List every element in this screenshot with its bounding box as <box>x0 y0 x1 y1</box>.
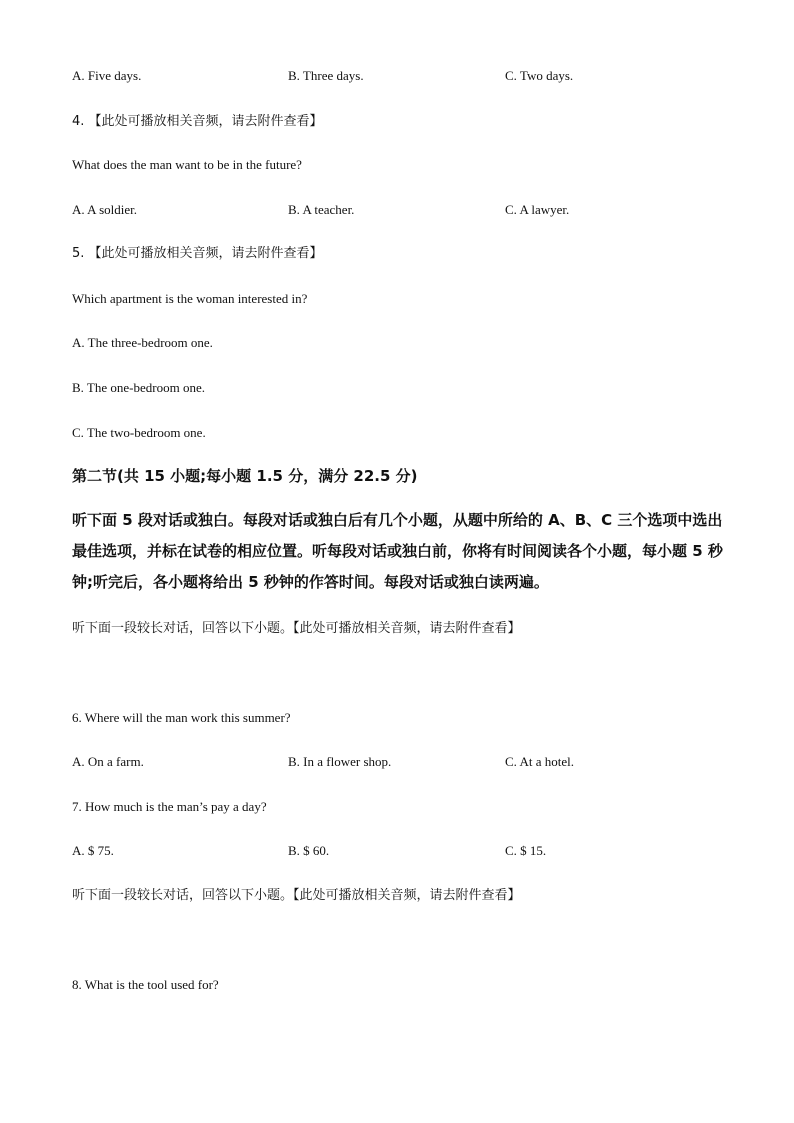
q8-question: 8. What is the tool used for? <box>72 977 219 992</box>
q5-option-a: A. The three-bedroom one. <box>72 335 213 350</box>
q4-option-b: B. A teacher. <box>288 202 355 217</box>
q7-option-a: A. $ 75. <box>72 843 114 858</box>
q5-option-c: C. The two-bedroom one. <box>72 425 206 440</box>
q7-question: 7. How much is the man’s pay a day? <box>72 799 267 814</box>
q6-option-b: B. In a flower shop. <box>288 754 392 769</box>
q6-option-a: A. On a farm. <box>72 754 144 769</box>
section-title: 第二节(共 15 小题;每小题 1.5 分，满分 22.5 分) <box>72 467 418 485</box>
q6-option-c: C. At a hotel. <box>505 754 574 769</box>
q4-question: What does the man want to be in the future? <box>72 157 302 172</box>
q3-option-a: A. Five days. <box>72 68 142 83</box>
q5-option-b: B. The one-bedroom one. <box>72 380 205 395</box>
q5-header: 5. 【此处可播放相关音频，请去附件查看】 <box>72 246 323 261</box>
dialog-intro-1: 听下面一段较长对话，回答以下小题。【此处可播放相关音频，请去附件查看】 <box>72 621 521 636</box>
q4-option-c: C. A lawyer. <box>505 202 570 217</box>
section-instructions: 听下面 5 段对话或独白。每段对话或独白后有几个小题，从题中所给的 A、B、C 三个选项中选出最佳选项，并标在试卷的相应位置。听每段对话或独白前，你将有时间阅读各个小题，每小题 5 秒钟;听完后，各小题将给出 5 秒钟的作答时间。每段对话或独白读两遍。 <box>72 511 723 591</box>
q3-option-b: B. Three days. <box>288 68 364 83</box>
q4-header: 4. 【此处可播放相关音频，请去附件查看】 <box>72 114 323 129</box>
q7-option-b: B. $ 60. <box>288 843 330 858</box>
q7-option-c: C. $ 15. <box>505 843 547 858</box>
q4-option-a: A. A soldier. <box>72 202 138 217</box>
q3-option-c: C. Two days. <box>505 68 574 83</box>
dialog-intro-2: 听下面一段较长对话，回答以下小题。【此处可播放相关音频，请去附件查看】 <box>72 888 521 903</box>
q5-question: Which apartment is the woman interested in? <box>72 291 308 306</box>
q6-question: 6. Where will the man work this summer? <box>72 710 291 725</box>
